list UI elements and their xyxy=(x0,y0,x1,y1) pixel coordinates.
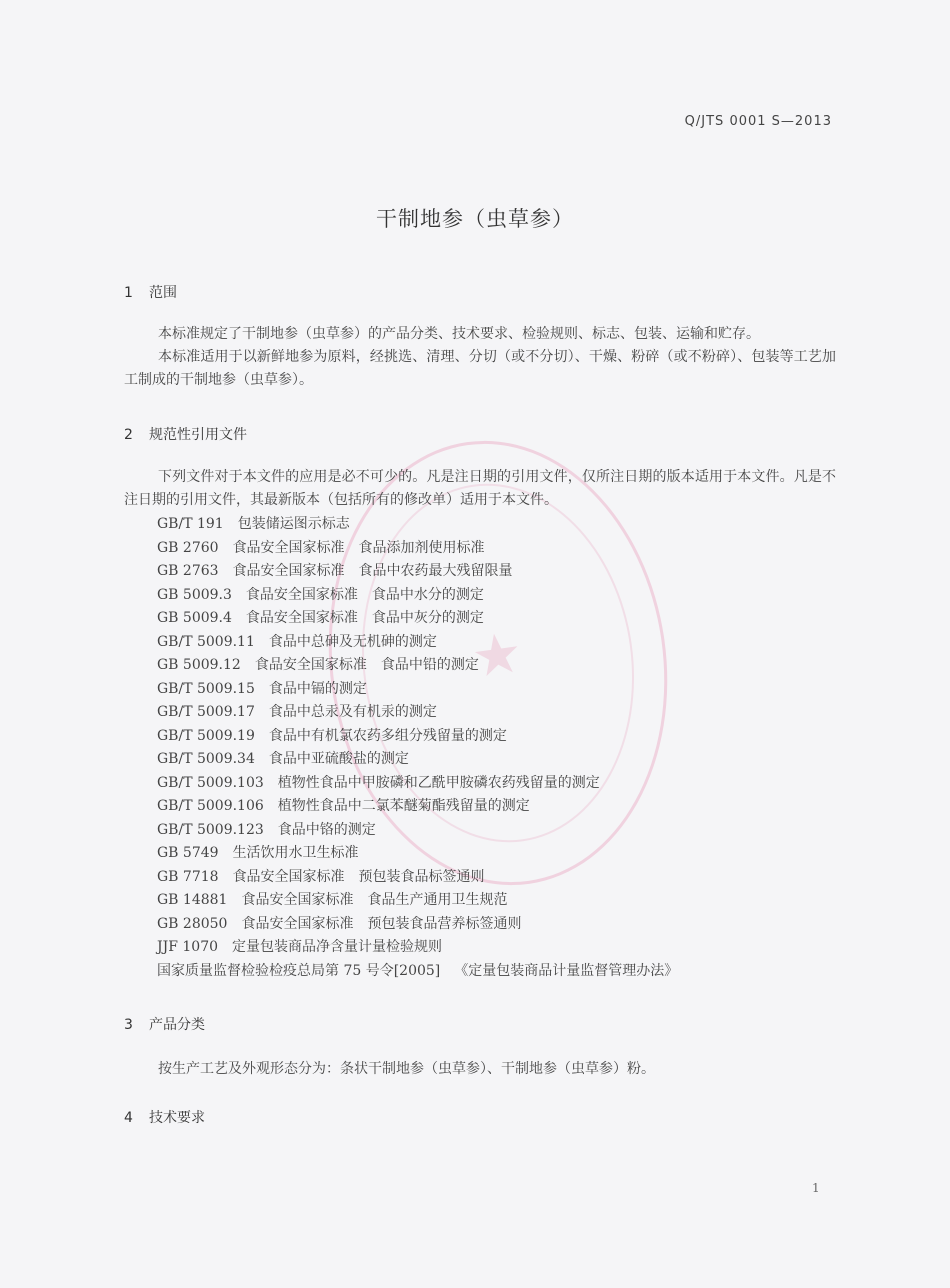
reference-code: GB 28050 xyxy=(157,915,228,932)
reference-code: GB/T 5009.123 xyxy=(157,821,264,838)
section-1-paragraph-1: 本标准规定了干制地参（虫草参）的产品分类、技术要求、检验规则、标志、包装、运输和贮存。 xyxy=(158,326,760,342)
reference-title: 食品中总砷及无机砷的测定 xyxy=(268,633,437,650)
reference-code: JJF 1070 xyxy=(157,939,219,955)
reference-item xyxy=(157,795,678,819)
reference-title: 植物性食品中甲胺磷和乙酰甲胺磷农药残留量的测定 xyxy=(277,774,600,791)
reference-code: GB/T 5009.19 xyxy=(157,727,255,744)
reference-item xyxy=(157,584,678,608)
section-number: 2 xyxy=(124,427,133,443)
reference-item xyxy=(157,960,678,984)
reference-title: 生活饮用水卫生标准 xyxy=(232,845,359,861)
reference-item xyxy=(157,866,678,890)
reference-item xyxy=(157,842,678,866)
reference-item xyxy=(157,725,678,749)
section-number: 3 xyxy=(124,1017,133,1033)
reference-title: 食品安全国家标准 食品中水分的测定 xyxy=(245,586,484,603)
section-title: 技术要求 xyxy=(149,1110,205,1126)
reference-title: 食品中亚硫酸盐的测定 xyxy=(268,751,409,767)
reference-item xyxy=(157,748,678,772)
reference-item xyxy=(157,819,678,843)
section-title: 范围 xyxy=(149,285,177,301)
page-number: 1 xyxy=(812,1181,820,1195)
reference-title: 食品中有机氯农药多组分残留量的测定 xyxy=(268,727,507,744)
reference-title: 食品安全国家标准 食品添加剂使用标准 xyxy=(232,539,485,556)
reference-item xyxy=(157,889,678,913)
section-number: 4 xyxy=(124,1110,133,1126)
section-title: 产品分类 xyxy=(149,1017,205,1033)
reference-title: 植物性食品中二氯苯醚菊酯残留量的测定 xyxy=(277,798,530,814)
reference-title: 食品安全国家标准 食品中灰分的测定 xyxy=(245,610,484,626)
document-title: 干制地参（虫草参） xyxy=(376,207,574,231)
section-3-heading xyxy=(124,1014,205,1034)
reference-code: GB/T 5009.15 xyxy=(157,680,255,697)
section-1-paragraph-2: 本标准适用于以新鲜地参为原料，经挑选、清理、分切（或不分切）、干燥、粉碎（或不粉碎）、包装等工艺加工制成的干制地参（虫草参）。 xyxy=(124,349,836,388)
reference-code: GB/T 5009.17 xyxy=(157,704,255,720)
reference-code: GB/T 5009.103 xyxy=(157,774,264,791)
reference-item xyxy=(157,537,678,561)
reference-item xyxy=(157,701,678,725)
reference-item xyxy=(157,513,678,537)
reference-item xyxy=(157,631,678,655)
reference-code: GB 5009.12 xyxy=(157,657,241,673)
reference-item xyxy=(157,560,678,584)
seal-star-icon: ★ xyxy=(467,619,527,692)
reference-code: GB/T 5009.11 xyxy=(157,633,255,650)
reference-title: 食品中镉的测定 xyxy=(268,680,367,697)
reference-item xyxy=(157,607,678,631)
reference-title: 食品安全国家标准 食品中铅的测定 xyxy=(254,657,479,673)
section-1-heading xyxy=(124,282,177,302)
reference-code: GB 2763 xyxy=(157,563,219,579)
section-4-heading xyxy=(124,1107,205,1127)
section-2-heading xyxy=(124,424,247,444)
reference-item xyxy=(157,913,678,937)
reference-code: 国家质量监督检验检疫总局第 75 号令[2005] xyxy=(157,962,441,979)
reference-code: GB 2760 xyxy=(157,539,219,556)
reference-code: GB/T 191 xyxy=(157,516,224,532)
reference-code: GB/T 5009.106 xyxy=(157,798,264,814)
reference-code: GB 7718 xyxy=(157,868,219,885)
reference-title: 食品安全国家标准 食品中农药最大残留限量 xyxy=(232,563,513,579)
reference-title: 食品安全国家标准 食品生产通用卫生规范 xyxy=(241,892,508,908)
reference-item xyxy=(157,936,678,960)
reference-code: GB 5009.3 xyxy=(157,586,232,603)
document-code: Q/JTS 0001 S—2013 xyxy=(684,114,832,129)
section-title: 规范性引用文件 xyxy=(149,427,247,443)
reference-code: GB 14881 xyxy=(157,892,228,908)
reference-code: GB 5009.4 xyxy=(157,610,232,626)
reference-title: 食品安全国家标准 预包装食品标签通则 xyxy=(232,868,485,885)
reference-title: 《定量包装商品计量监督管理办法》 xyxy=(454,962,679,979)
reference-item xyxy=(157,654,678,678)
reference-list xyxy=(157,513,678,983)
reference-title: 食品安全国家标准 预包装食品营养标签通则 xyxy=(241,915,522,932)
section-number: 1 xyxy=(124,285,133,301)
reference-code: GB/T 5009.34 xyxy=(157,751,255,767)
section-3-paragraph-1: 按生产工艺及外观形态分为：条状干制地参（虫草参）、干制地参（虫草参）粉。 xyxy=(158,1061,655,1077)
reference-title: 食品中铬的测定 xyxy=(277,821,376,838)
reference-item xyxy=(157,678,678,702)
section-2-paragraph-1: 下列文件对于本文件的应用是必不可少的。凡是注日期的引用文件，仅所注日期的版本适用于本文件。凡是不注日期的引用文件，其最新版本（包括所有的修改单）适用于本文件。 xyxy=(124,469,836,508)
reference-code: GB 5749 xyxy=(157,845,219,861)
reference-item xyxy=(157,772,678,796)
reference-title: 食品中总汞及有机汞的测定 xyxy=(268,704,437,720)
reference-title: 包装储运图示标志 xyxy=(237,516,350,532)
reference-title: 定量包装商品净含量计量检验规则 xyxy=(232,939,443,955)
